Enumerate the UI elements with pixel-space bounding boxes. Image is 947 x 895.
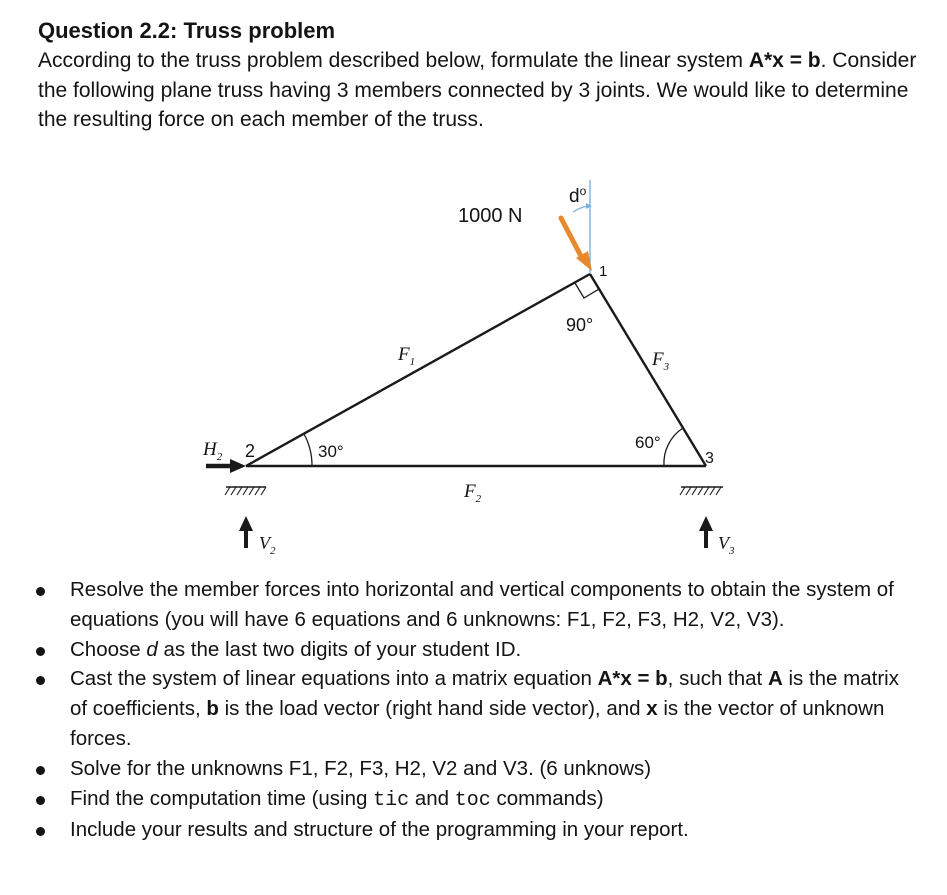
h2-arrow-head bbox=[230, 459, 246, 473]
truss-diagram bbox=[0, 160, 947, 570]
right-angle-marker bbox=[575, 274, 599, 298]
bullet-icon bbox=[36, 587, 45, 596]
intro-text-2: . Consider the following plane truss having 3 members connected by 3 joints. We would like to determine the resulting force on each member of the truss. bbox=[38, 49, 917, 131]
v3-arrow-head bbox=[699, 516, 713, 531]
support-3-hatching bbox=[680, 487, 721, 495]
intro-equation: A*x = b bbox=[748, 49, 821, 72]
list-item bbox=[0, 575, 947, 635]
angle-30-label: 30° bbox=[318, 442, 344, 461]
truss-figure bbox=[0, 160, 947, 570]
bullet-icon bbox=[36, 766, 45, 775]
joint-2-label: 2 bbox=[245, 441, 256, 461]
variable-d: d bbox=[146, 637, 158, 661]
list-item: Cast the system of linear equations into a matrix equation A*x = b, such that A is the matrix of coefficients, b is the load vector (right hand side vector), and x is the vector of unknown forces. bbox=[0, 664, 947, 753]
joint-3-label: 3 bbox=[705, 450, 714, 467]
instruction-list bbox=[0, 575, 947, 845]
question-title: Question 2.2: Truss problem bbox=[38, 18, 336, 43]
support-2-hatching bbox=[225, 487, 266, 495]
reaction-v3-label: $V_3$ bbox=[718, 533, 735, 557]
code-toc: toc bbox=[454, 788, 491, 812]
bullet-icon bbox=[36, 647, 45, 656]
code-tic: tic bbox=[373, 788, 410, 812]
instruction-text: Solve for the unknowns F1, F2, F3, H2, V2 and V3. (6 unknows) bbox=[70, 756, 652, 780]
list-item bbox=[0, 754, 947, 784]
reaction-h2-label: $H_2$ bbox=[203, 439, 223, 463]
angle-60-label: 60° bbox=[635, 433, 661, 452]
question-intro bbox=[38, 46, 918, 135]
instruction-text: Include your results and structure of the programming in your report. bbox=[70, 818, 689, 842]
bullet-icon bbox=[36, 676, 45, 685]
question-block bbox=[38, 16, 918, 135]
member-f3-label: $F_3$ bbox=[652, 349, 670, 373]
member-f1-line bbox=[246, 274, 590, 466]
load-arrow-shaft bbox=[561, 218, 583, 260]
joint-1-label: 1 bbox=[599, 263, 608, 280]
list-item bbox=[0, 815, 947, 845]
bullet-icon bbox=[36, 796, 45, 805]
member-f2-label: $F_2$ bbox=[464, 481, 482, 505]
instruction-text: Resolve the member forces into horizontal and vertical components to obtain the system of equations (you will have 6 equations and 6 unknowns: F1, F2, F3, H2, V2, V3). bbox=[70, 578, 894, 631]
v2-arrow-head bbox=[239, 516, 253, 531]
angle-60-arc bbox=[664, 428, 683, 466]
bullet-icon bbox=[36, 827, 45, 836]
list-item: Choose d as the last two digits of your student ID. bbox=[0, 635, 947, 665]
load-label: 1000 N bbox=[458, 205, 523, 227]
angle-30-arc bbox=[304, 434, 312, 466]
list-item: Find the computation time (using tic and toc commands) bbox=[0, 784, 947, 816]
angle-d-label: $d^o$ bbox=[569, 184, 587, 207]
reaction-v2-label: $V_2$ bbox=[259, 533, 276, 557]
angle-d-arrowhead bbox=[586, 203, 592, 209]
member-f1-label: $F_1$ bbox=[398, 344, 416, 368]
intro-text-1: According to the truss problem described below, formulate the linear system bbox=[38, 49, 749, 72]
angle-90-label: 90° bbox=[566, 315, 594, 335]
